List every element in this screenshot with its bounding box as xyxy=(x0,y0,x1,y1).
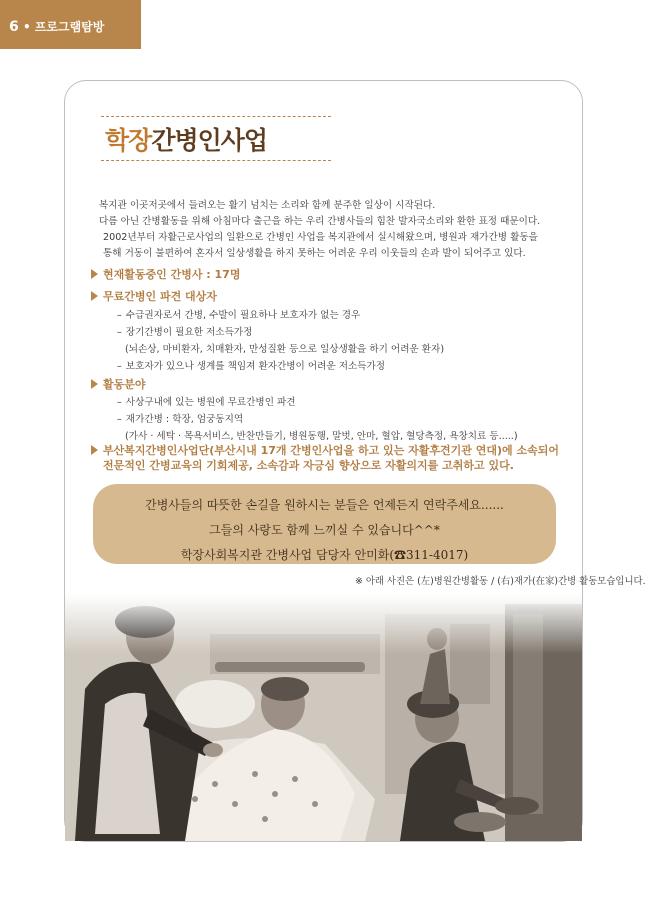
page-header-text xyxy=(9,18,104,35)
section-count-text: 현재활동중인 간병사 : 17명 xyxy=(103,268,241,281)
photo-fade xyxy=(65,594,582,654)
page-title xyxy=(105,121,331,157)
message-line: 학장사회복지관 간병사업 담당자 안미화(☎311-4017) xyxy=(180,548,469,562)
section-area-text: 활동분야 xyxy=(103,378,146,391)
triangle-bullet-icon xyxy=(91,269,98,279)
title-main: 간병인사업 xyxy=(151,126,268,155)
intro-line: 다름 아닌 간병활동을 위해 아침마다 출근을 하는 우리 간병사들의 힘찬 발자국소리와 환한 표정 때문이다. xyxy=(99,216,541,227)
caregiving-photo xyxy=(65,594,582,841)
list-item: – 사상구내에 있는 병원에 무료간병인 파견 xyxy=(117,397,296,408)
section-count xyxy=(91,266,571,282)
article-card xyxy=(64,80,646,842)
triangle-bullet-icon xyxy=(91,445,98,455)
final-line: 전문적인 간병교육의 기회제공, 소속감과 자긍심 향상으로 자활의지를 고취하고 있다. xyxy=(103,459,514,472)
contact-message-box xyxy=(93,484,556,564)
list-item: – 재가간병 : 학장, 엄궁동지역 xyxy=(117,414,244,425)
intro-line: 복지관 이곳저곳에서 들려오는 활기 넘치는 소리와 함께 분주한 일상이 시작된다. xyxy=(99,200,436,211)
list-item: – 수급권자로서 간병, 수발이 필요하나 보호자가 없는 경우 xyxy=(117,310,361,321)
triangle-bullet-icon xyxy=(91,379,98,389)
message-line: 그들의 사랑도 함께 느끼실 수 있습니다^^* xyxy=(209,523,440,537)
section-area-heading xyxy=(91,376,571,392)
list-sub-item: (가사 · 세탁 · 목욕서비스, 반찬만들기, 병원동행, 말벗, 안마, 혈압, 혈당측정, 욕창치료 등.....) xyxy=(125,431,518,442)
page-header-tab xyxy=(0,0,141,49)
message-line: 간병사들의 따뜻한 손길을 원하시는 분들은 언제든지 연락주세요...... xyxy=(145,498,504,512)
intro-line: 2002년부터 자활근로사업의 일환으로 간병인 사업을 복지관에서 실시해왔으며, 병원과 재가간병 활동을 xyxy=(103,232,538,243)
title-accent: 학장 xyxy=(105,126,152,155)
header-section: 프로그램탐방 xyxy=(34,20,105,34)
photo-caption: ※ 아래 사진은 (左)병원간병활동 / (右)재가(在家)간병 활동모습입니다. xyxy=(355,576,646,587)
section-target-heading xyxy=(91,288,571,304)
list-item: – 장기간병이 필요한 저소득가정 xyxy=(117,327,253,338)
list-sub-item: (뇌손상, 마비환자, 치매환자, 만성질환 등으로 일상생활을 하기 어려운 환자) xyxy=(125,344,445,355)
section-target-text: 무료간병인 파견 대상자 xyxy=(103,290,217,303)
page-number: 6 xyxy=(9,19,19,35)
triangle-bullet-icon xyxy=(91,291,98,301)
header-separator: • xyxy=(22,20,31,34)
intro-line: 통해 거동이 불편하여 혼자서 일상생활을 하지 못하는 어려운 우리 이웃들의 손과 발이 되어주고 있다. xyxy=(103,248,526,259)
title-block xyxy=(101,116,331,161)
final-line: 부산복지간병인사업단(부산시내 17개 간병인사업을 하고 있는 자활후견기관 연대)에 소속되어 xyxy=(103,444,559,457)
intro-paragraph xyxy=(99,198,559,262)
section-final xyxy=(91,443,561,473)
list-item: – 보호자가 있으나 생계를 책임져 환자간병이 어려운 저소득가정 xyxy=(117,361,386,372)
